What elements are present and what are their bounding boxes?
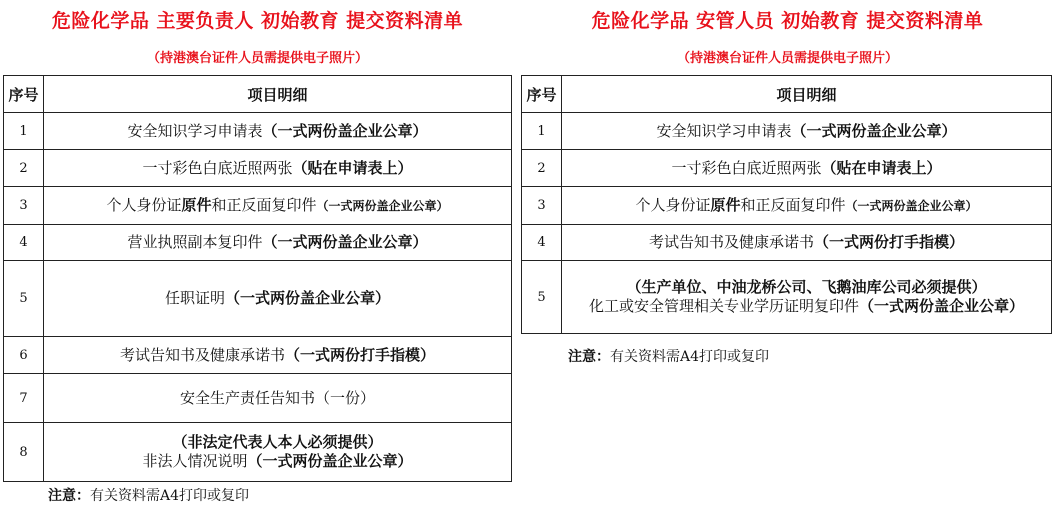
row-number: 2 [4, 150, 44, 187]
left-panel [0, 0, 515, 509]
row-item: 考试告知书及健康承诺书（一式两份打手指模） [44, 337, 512, 374]
row-item: 个人身份证原件和正反面复印件（一式两份盖企业公章） [44, 187, 512, 225]
table-row [4, 150, 512, 187]
header-no: 序号 [522, 76, 562, 113]
row-number: 4 [522, 225, 562, 261]
row-item: 考试告知书及健康承诺书（一式两份打手指模） [562, 225, 1052, 261]
left-table [3, 75, 512, 482]
row-number: 1 [522, 113, 562, 150]
row-item: 营业执照副本复印件（一式两份盖企业公章） [44, 225, 512, 261]
row-number: 5 [4, 261, 44, 337]
row-number: 8 [4, 423, 44, 482]
right-table [521, 75, 1052, 334]
table-header-row [522, 76, 1052, 113]
table-row [4, 261, 512, 337]
row-item: 一寸彩色白底近照两张（贴在申请表上） [562, 150, 1052, 187]
row-item: 安全生产责任告知书（一份） [44, 374, 512, 423]
header-item: 项目明细 [44, 76, 512, 113]
row-number: 1 [4, 113, 44, 150]
table-row [4, 374, 512, 423]
table-header-row [4, 76, 512, 113]
row-number: 6 [4, 337, 44, 374]
row-item: 任职证明（一式两份盖企业公章） [44, 261, 512, 337]
row-number: 7 [4, 374, 44, 423]
row-item: 一寸彩色白底近照两张（贴在申请表上） [44, 150, 512, 187]
table-row [4, 113, 512, 150]
row-number: 3 [4, 187, 44, 225]
right-subtitle: （持港澳台证件人员需提供电子照片） [676, 51, 898, 66]
row-number: 3 [522, 187, 562, 225]
row-number: 5 [522, 261, 562, 334]
table-row [4, 423, 512, 482]
row-item: 安全知识学习申请表（一式两份盖企业公章） [44, 113, 512, 150]
left-note: 注意：有关资料需A4打印或复印 [48, 488, 250, 504]
left-title: 危险化学品 主要负责人 初始教育 提交资料清单 [51, 10, 464, 32]
right-title: 危险化学品 安管人员 初始教育 提交资料清单 [591, 10, 984, 32]
row-item: （生产单位、中油龙桥公司、飞鹅油库公司必须提供） 化工或安全管理相关专业学历证明复印件（一式两份盖企业公章） [562, 261, 1052, 334]
header-no: 序号 [4, 76, 44, 113]
table-row [522, 261, 1052, 334]
header-item: 项目明细 [562, 76, 1052, 113]
table-row [522, 150, 1052, 187]
table-row [522, 187, 1052, 225]
row-item: （非法定代表人本人必须提供） 非法人情况说明（一式两份盖企业公章） [44, 423, 512, 482]
table-row [4, 187, 512, 225]
right-note: 注意：有关资料需A4打印或复印 [568, 349, 770, 365]
row-item: 个人身份证原件和正反面复印件（一式两份盖企业公章） [562, 187, 1052, 225]
row-number: 2 [522, 150, 562, 187]
table-row [522, 113, 1052, 150]
left-subtitle: （持港澳台证件人员需提供电子照片） [146, 51, 368, 66]
row-number: 4 [4, 225, 44, 261]
table-row [522, 225, 1052, 261]
row-item: 安全知识学习申请表（一式两份盖企业公章） [562, 113, 1052, 150]
table-row [4, 337, 512, 374]
right-panel [520, 0, 1055, 509]
table-row [4, 225, 512, 261]
